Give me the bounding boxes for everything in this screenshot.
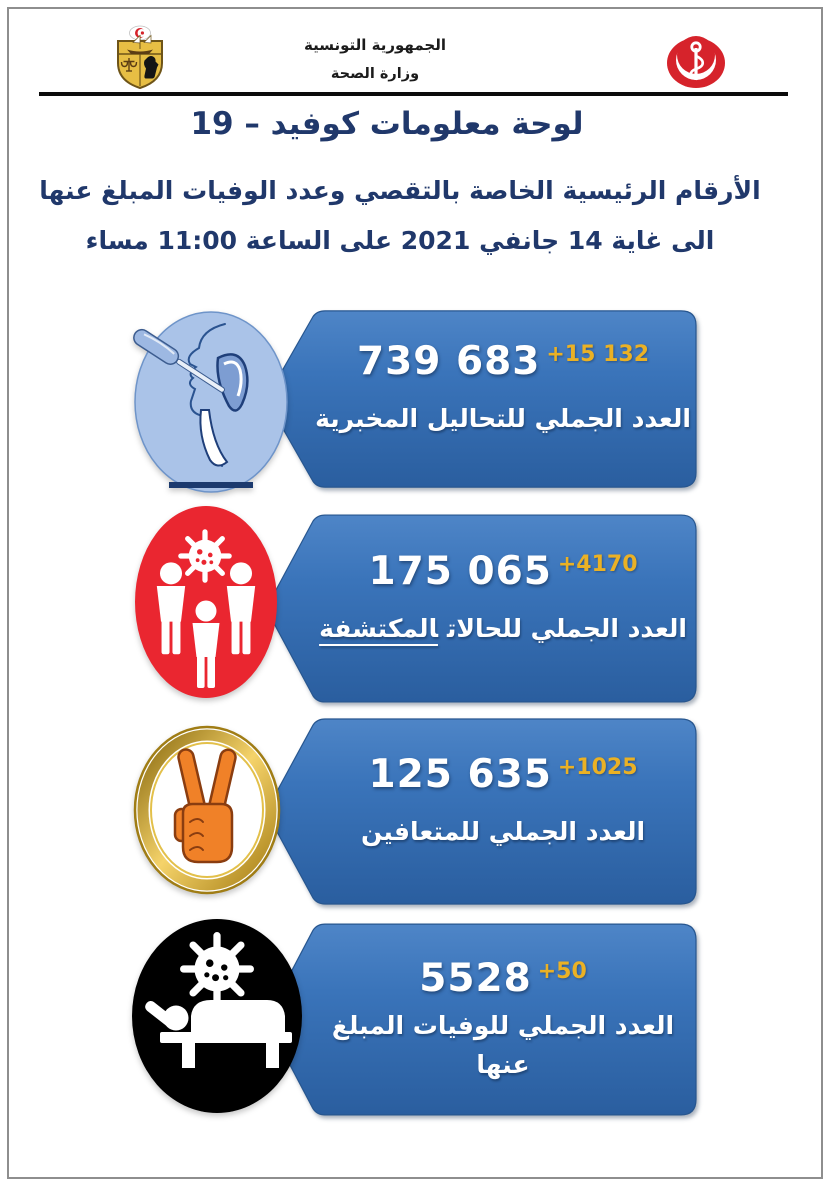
stat-value: 175 065 xyxy=(368,548,552,594)
ministry-title: وزارة الصحة xyxy=(330,66,420,82)
header-text xyxy=(90,36,660,82)
stat-delta: +15 132 xyxy=(546,342,650,367)
infected-people-icon xyxy=(133,504,279,700)
stat-label: العدد الجملي للحالاتالمكتشفة xyxy=(319,613,687,643)
stat-delta: +4170 xyxy=(557,551,638,577)
victory-hand-icon xyxy=(131,723,283,897)
subtitle-line-1: الأرقام الرئيسية الخاصة بالتقصي وعدد الوفيات المبلغ عنها xyxy=(39,176,761,205)
page-title: لوحة معلومات كوفيد – 19 xyxy=(190,106,584,142)
ministry-of-health-logo-icon xyxy=(664,36,728,90)
stat-value-row xyxy=(419,956,587,1001)
stat-value: 125 635 xyxy=(368,751,552,797)
subtitle-line-2: الى غاية 14 جانفي 2021 على الساعة 11:00 مساء xyxy=(85,226,715,255)
covid-death-bed-icon xyxy=(130,917,304,1115)
stat-delta: +50 xyxy=(537,959,587,984)
stat-value: 739 683 xyxy=(356,339,541,384)
stat-value-row xyxy=(368,752,637,797)
stat-label: العدد الجملي للوفيات المبلغ xyxy=(331,1011,675,1040)
stat-delta: +1025 xyxy=(557,754,638,780)
stat-banner-recovered xyxy=(240,716,700,907)
stat-label: العدد الجملي للتحاليل المخبرية xyxy=(315,404,691,433)
nasal-swab-icon xyxy=(133,310,289,498)
stat-banner-confirmed-cases xyxy=(240,512,700,705)
header-divider xyxy=(39,92,788,96)
stat-label: العدد الجملي للمتعافين xyxy=(360,816,646,846)
stat-value-row xyxy=(368,549,637,594)
republic-title: الجمهورية التونسية xyxy=(304,36,446,54)
stat-label-line2: عنها xyxy=(476,1050,530,1079)
stat-value-row xyxy=(357,339,649,384)
stat-value: 5528 xyxy=(419,956,532,1001)
stat-banner-deaths xyxy=(240,921,700,1118)
stat-banner-lab-tests xyxy=(240,308,700,490)
